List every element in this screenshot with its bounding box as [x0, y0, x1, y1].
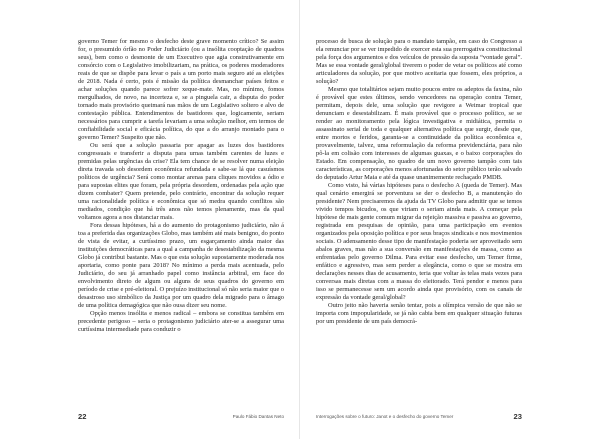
left-text-column [78, 38, 284, 408]
right-paragraph: Outro jeito não haveria senão tentar, pois a olímpica versão de que não se importa com impopularidade, se já não cabia bem em qualquer situação futuras por um presidente de um país democrá- [316, 302, 522, 325]
right-paragraph: Mesmo que totalitários sejam muito poucos entre os adeptos da faxina, não é provável que estes últimos, sendo vencedores na operação contra Temer, permitam, depois dele, uma solução que revigore a Weimar tropical que denunciam e desestabilizam. É mais provável que o processo político, se se render ao monitoramento pela lógica investigativa e midiática, permita o assassinato serial de toda e qualquer alternativa política que surgir, desde que, entre mortos e feridos, garanta-se a continuidade da política econômica e, provavelmente, talvez, uma reformulação da reforma previdenciária, para não pô-la em colisão com interesses de algumas guaxas, e o baixo corporações do Estado. Em compensação, no quadro de um novo governo tampão com tais características, as corporações menos afortunadas do setor público terão salvado do deputado Artur Maia e até da quase unanimemente rechaçado PMDB. [316, 86, 522, 181]
right-page [300, 0, 600, 439]
left-page-number: 22 [78, 412, 87, 421]
left-paragraph: Opção menos insólita e menos radical – embora se constitua também em precedente perigoso – seria o protagonismo judiciário ater-se a assegurar uma curtíssima intermediade para conduzir o [78, 310, 284, 333]
left-paragraph: Ou será que a solução passaria por apagar as luzes dos bastidores congressuais e transferir a disputa para urnas também carentes de luzes e premidas pelas urgências da crise? Ela tem chance de se resolver numa eleição direta travada sob desordem econômica refundada e sabe-se lá que casuísmos políticos de urgência? Será como montar arenas para cliques movidos a ódio e para supostas elites que foram, pela própria desordem, ordenadas pela ação que dizem combater? Quem pretende, pelo contrário, encontrar da solução requer uma racionalidade política e econômica que só medra quando conflitos são mediados, condição que há três anos não temos plenamente, mas da qual voltamos agora a nos distanciar mais. [78, 142, 284, 221]
right-running-footer: Interrogações sobre o futuro: Janot e o desfecho do governo Temer [316, 414, 454, 419]
left-running-footer: Paulo Fábio Dantas Neto [232, 414, 284, 419]
left-paragraph: Fora dessas hipóteses, há a do aumento do protagonismo judiciário, não á toa a preferida das organizações Globo, mas também até mais benigno, do ponto de vista de evitar, a curtíssimo prazo, um esgarçamento ainda maior das instituições democráticas para a qual a campanha de desestabilização da mesma Globo já contribui bastante. Mas o que esta solução supostamente moderada nos aportaria, como ponte para 2018? No mínimo a perda mais acentuada, pelo Judiciário, do seu já arranhado papel como instância arbitral, em face do envolvimento direto de algum ou alguns de seus quadros do governo em período de crise e pré-eleitoral. O prejuízo institucional só não seria maior que o desastroso uso simbólico da Justiça por um quadro dela migrado para o âmago de uma política demagógica que não ousa dizer seu nome. [78, 222, 284, 309]
right-paragraph: Como visto, há várias hipóteses para o desfecho A (queda de Temer). Mas qual cenário emergirá se porventura se der o desfecho B, a manutenção do presidente? Nem precisaremos da ajuda da TV Globo para admitir que se temos vivido tempos bicudos, os que viriam o seriam ainda mais. A começar pela hipótese de mais gente comum migrar da rejeição massiva e passiva ao governo, registrada em pesquisas de opinião, para uma participação em eventos organizados pela oposição política e por seus braços sindicais e nos movimentos sociais. O adensamento desse tipo de manifestação poderia ser aproveitado sem abalos graves, mas não a sua conversão em manifestações de massa, como as enfrentadas pelo governo Dilma. Para evitar esse desfecho, um Temer firme, enfático e agressivo, mas sem perder a elegância, como o que se mostra em declarações nesses dias de acusamento, teria que voltar às telas mais vezes para conversas mais diretas com a massa do eleitorado. Terá pendor e menos para isso se permanecesse sem um acordo ainda que provisório, com os canais de expressão da vontade geral/global? [316, 182, 522, 301]
right-page-number: 23 [513, 412, 522, 421]
left-paragraph: governo Temer for mesmo o desfecho deste grave momento crítico? Se assim for, o presumido órfão no Poder Judiciário (ou a insólita cooptação de quadros seus), bem como o desmonte de um Executivo que agia construtivamente em consórcio com o Legislativo imobilizariam, na prática, os poderes moderadores reais de que se dispõe para levar o país a um porto mais seguro até as eleições de 2018. Nada é certo, pois é missão da política desmanchar países feitos e achar soluções quando parece sofrer xeque-mate. Mas, no mínimo, fomos mergulhados, de novo, na incerteza e, se a pinguela cair, a disputa do poder tornado mais provisório queimará nas mãos de um Legislativo soltero e alvo de contestação pública. Entendimentos de bastidores que, logicamente, seriam necessários para cumprir a tarefa levariam a uma solução melhor, em termos de confiabilidade social e eficácia política, do que a do arranjo montado para o governo Temer? Suspeito que não. [78, 38, 284, 141]
right-paragraph: processo de busca de solução para o mandato tampão, em caso do Congresso a ela renunciar por se ver impedido de exercer esta sua prerrogativa constitucional pela força dos argumentos e dos veículos de pressão da suposta “vontade geral”. Mas se essa vontade geral/global tiverem o poder de vetar os políticos até como articuladores da solução, por que motivo aceitaria que fossem, eles próprios, a solução? [316, 38, 522, 85]
right-footer [316, 412, 522, 422]
right-text-column [316, 38, 522, 408]
left-footer [78, 412, 284, 422]
